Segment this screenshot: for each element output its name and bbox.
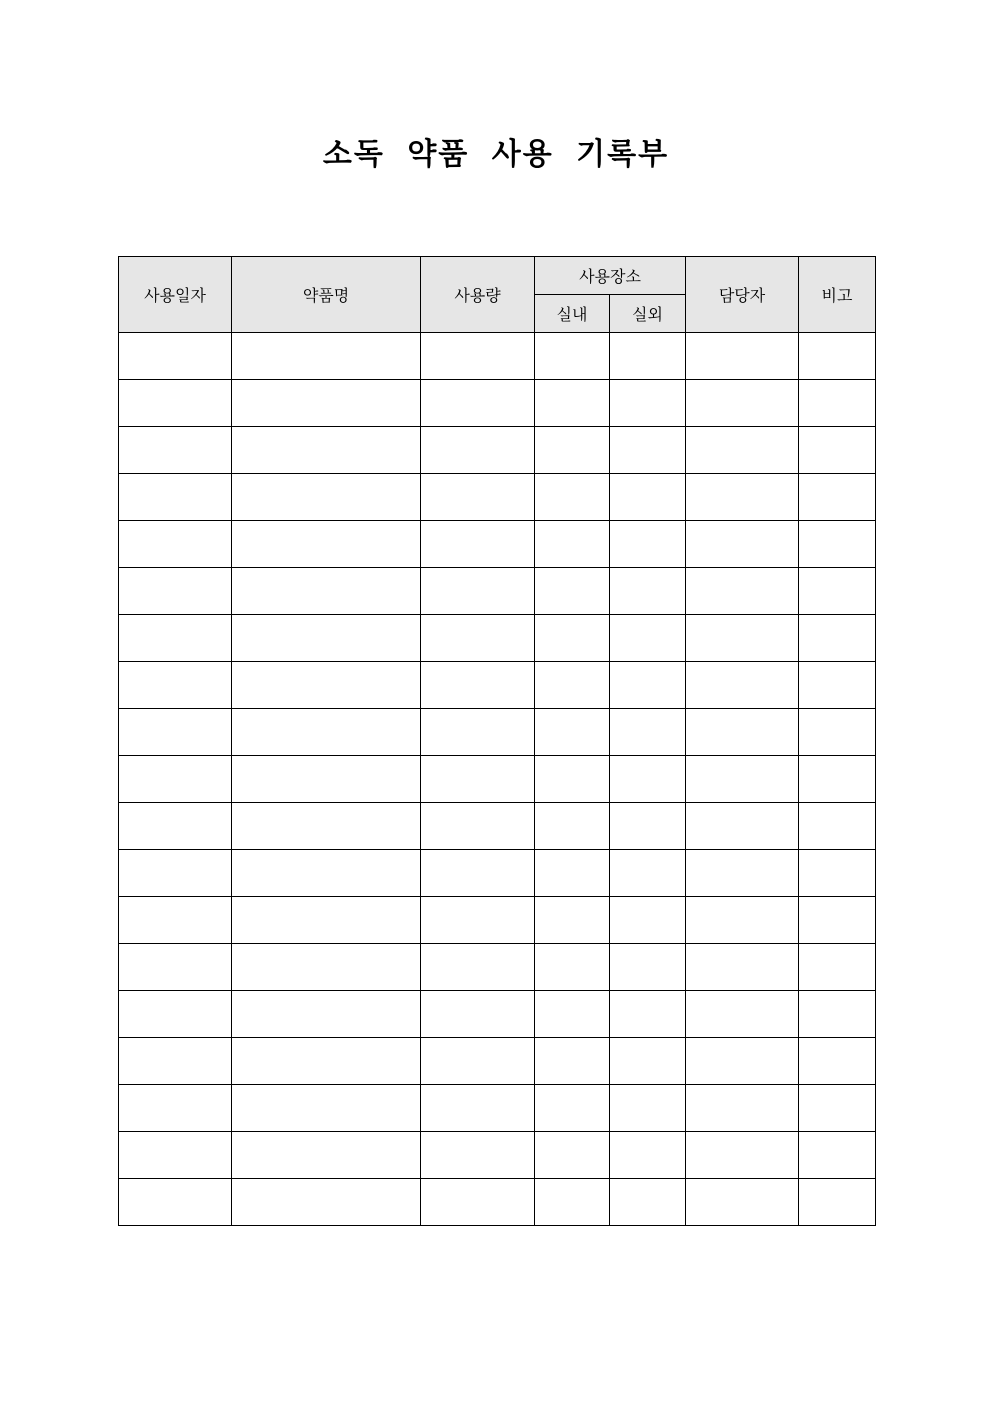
cell-note[interactable] <box>799 897 876 944</box>
table-row <box>119 474 876 521</box>
cell-outdoor[interactable] <box>610 1085 686 1132</box>
cell-drug-name[interactable] <box>232 850 421 897</box>
cell-amount[interactable] <box>421 944 535 991</box>
table-row <box>119 333 876 380</box>
cell-manager[interactable] <box>686 803 799 850</box>
cell-amount[interactable] <box>421 1085 535 1132</box>
cell-drug-name[interactable] <box>232 897 421 944</box>
cell-manager[interactable] <box>686 897 799 944</box>
cell-note[interactable] <box>799 333 876 380</box>
cell-manager[interactable] <box>686 1038 799 1085</box>
cell-note[interactable] <box>799 850 876 897</box>
cell-amount[interactable] <box>421 380 535 427</box>
disinfectant-log-table <box>118 256 876 1226</box>
cell-amount[interactable] <box>421 521 535 568</box>
cell-outdoor[interactable] <box>610 803 686 850</box>
cell-indoor[interactable] <box>535 380 610 427</box>
cell-date[interactable] <box>119 1132 232 1179</box>
cell-manager[interactable] <box>686 709 799 756</box>
cell-outdoor[interactable] <box>610 568 686 615</box>
cell-outdoor[interactable] <box>610 427 686 474</box>
cell-note[interactable] <box>799 1179 876 1226</box>
cell-outdoor[interactable] <box>610 1179 686 1226</box>
cell-date[interactable] <box>119 1085 232 1132</box>
table-row <box>119 803 876 850</box>
cell-indoor[interactable] <box>535 803 610 850</box>
cell-drug-name[interactable] <box>232 568 421 615</box>
cell-amount[interactable] <box>421 662 535 709</box>
cell-note[interactable] <box>799 803 876 850</box>
cell-date[interactable] <box>119 474 232 521</box>
cell-drug-name[interactable] <box>232 380 421 427</box>
table-row <box>119 1179 876 1226</box>
cell-note[interactable] <box>799 709 876 756</box>
cell-note[interactable] <box>799 1132 876 1179</box>
cell-outdoor[interactable] <box>610 333 686 380</box>
cell-outdoor[interactable] <box>610 991 686 1038</box>
cell-manager[interactable] <box>686 568 799 615</box>
cell-amount[interactable] <box>421 1179 535 1226</box>
document-title: 소독 약품 사용 기록부 <box>322 137 670 172</box>
cell-manager[interactable] <box>686 474 799 521</box>
cell-amount[interactable] <box>421 1038 535 1085</box>
cell-date[interactable] <box>119 944 232 991</box>
header-manager: 담당자 <box>686 257 799 333</box>
cell-manager[interactable] <box>686 850 799 897</box>
cell-amount[interactable] <box>421 803 535 850</box>
cell-note[interactable] <box>799 756 876 803</box>
cell-manager[interactable] <box>686 944 799 991</box>
header-indoor: 실내 <box>535 295 610 333</box>
cell-date[interactable] <box>119 380 232 427</box>
cell-note[interactable] <box>799 380 876 427</box>
cell-date[interactable] <box>119 1179 232 1226</box>
cell-outdoor[interactable] <box>610 1132 686 1179</box>
cell-date[interactable] <box>119 991 232 1038</box>
cell-outdoor[interactable] <box>610 709 686 756</box>
cell-manager[interactable] <box>686 662 799 709</box>
cell-indoor[interactable] <box>535 662 610 709</box>
cell-amount[interactable] <box>421 333 535 380</box>
cell-drug-name[interactable] <box>232 474 421 521</box>
cell-amount[interactable] <box>421 1132 535 1179</box>
cell-date[interactable] <box>119 427 232 474</box>
cell-manager[interactable] <box>686 756 799 803</box>
cell-amount[interactable] <box>421 615 535 662</box>
cell-drug-name[interactable] <box>232 521 421 568</box>
table-body <box>119 333 876 1226</box>
table-row <box>119 944 876 991</box>
cell-amount[interactable] <box>421 756 535 803</box>
header-note: 비고 <box>799 257 876 333</box>
cell-date[interactable] <box>119 568 232 615</box>
cell-outdoor[interactable] <box>610 521 686 568</box>
cell-amount[interactable] <box>421 897 535 944</box>
table-row <box>119 897 876 944</box>
cell-amount[interactable] <box>421 709 535 756</box>
cell-date[interactable] <box>119 662 232 709</box>
table-row <box>119 991 876 1038</box>
cell-drug-name[interactable] <box>232 1038 421 1085</box>
cell-indoor[interactable] <box>535 333 610 380</box>
cell-indoor[interactable] <box>535 615 610 662</box>
cell-date[interactable] <box>119 615 232 662</box>
table-row <box>119 380 876 427</box>
table-row <box>119 756 876 803</box>
cell-manager[interactable] <box>686 427 799 474</box>
header-date: 사용일자 <box>119 257 232 333</box>
cell-manager[interactable] <box>686 615 799 662</box>
table-row <box>119 1085 876 1132</box>
cell-manager[interactable] <box>686 1085 799 1132</box>
cell-drug-name[interactable] <box>232 1179 421 1226</box>
cell-manager[interactable] <box>686 991 799 1038</box>
cell-outdoor[interactable] <box>610 662 686 709</box>
cell-manager[interactable] <box>686 380 799 427</box>
cell-manager[interactable] <box>686 1132 799 1179</box>
cell-outdoor[interactable] <box>610 756 686 803</box>
cell-outdoor[interactable] <box>610 615 686 662</box>
table-header <box>119 257 876 333</box>
cell-date[interactable] <box>119 850 232 897</box>
cell-drug-name[interactable] <box>232 662 421 709</box>
cell-note[interactable] <box>799 1085 876 1132</box>
cell-drug-name[interactable] <box>232 427 421 474</box>
table-row <box>119 709 876 756</box>
cell-note[interactable] <box>799 521 876 568</box>
cell-date[interactable] <box>119 333 232 380</box>
cell-indoor[interactable] <box>535 944 610 991</box>
cell-drug-name[interactable] <box>232 756 421 803</box>
cell-outdoor[interactable] <box>610 1038 686 1085</box>
cell-indoor[interactable] <box>535 850 610 897</box>
cell-indoor[interactable] <box>535 1085 610 1132</box>
cell-drug-name[interactable] <box>232 803 421 850</box>
table-row <box>119 662 876 709</box>
table-row <box>119 427 876 474</box>
cell-indoor[interactable] <box>535 709 610 756</box>
cell-note[interactable] <box>799 568 876 615</box>
cell-date[interactable] <box>119 756 232 803</box>
cell-note[interactable] <box>799 944 876 991</box>
cell-amount[interactable] <box>421 427 535 474</box>
cell-amount[interactable] <box>421 850 535 897</box>
cell-date[interactable] <box>119 521 232 568</box>
header-amount: 사용량 <box>421 257 535 333</box>
header-place: 사용장소 <box>535 257 686 295</box>
cell-indoor[interactable] <box>535 1038 610 1085</box>
cell-indoor[interactable] <box>535 991 610 1038</box>
cell-drug-name[interactable] <box>232 333 421 380</box>
cell-outdoor[interactable] <box>610 380 686 427</box>
cell-outdoor[interactable] <box>610 474 686 521</box>
cell-note[interactable] <box>799 474 876 521</box>
cell-manager[interactable] <box>686 521 799 568</box>
cell-amount[interactable] <box>421 474 535 521</box>
cell-indoor[interactable] <box>535 1132 610 1179</box>
cell-note[interactable] <box>799 427 876 474</box>
cell-amount[interactable] <box>421 991 535 1038</box>
cell-drug-name[interactable] <box>232 991 421 1038</box>
cell-manager[interactable] <box>686 333 799 380</box>
cell-drug-name[interactable] <box>232 1085 421 1132</box>
cell-drug-name[interactable] <box>232 944 421 991</box>
table-row <box>119 615 876 662</box>
cell-outdoor[interactable] <box>610 850 686 897</box>
cell-outdoor[interactable] <box>610 944 686 991</box>
cell-date[interactable] <box>119 897 232 944</box>
cell-indoor[interactable] <box>535 521 610 568</box>
cell-indoor[interactable] <box>535 756 610 803</box>
table-row <box>119 521 876 568</box>
header-outdoor: 실외 <box>610 295 686 333</box>
cell-manager[interactable] <box>686 1179 799 1226</box>
cell-note[interactable] <box>799 991 876 1038</box>
cell-outdoor[interactable] <box>610 897 686 944</box>
cell-note[interactable] <box>799 662 876 709</box>
cell-note[interactable] <box>799 1038 876 1085</box>
table-row <box>119 1132 876 1179</box>
cell-date[interactable] <box>119 709 232 756</box>
cell-drug-name[interactable] <box>232 1132 421 1179</box>
cell-drug-name[interactable] <box>232 709 421 756</box>
cell-note[interactable] <box>799 615 876 662</box>
cell-drug-name[interactable] <box>232 615 421 662</box>
header-drug-name: 약품명 <box>232 257 421 333</box>
cell-amount[interactable] <box>421 568 535 615</box>
cell-indoor[interactable] <box>535 1179 610 1226</box>
cell-indoor[interactable] <box>535 568 610 615</box>
cell-indoor[interactable] <box>535 427 610 474</box>
table-row <box>119 1038 876 1085</box>
cell-date[interactable] <box>119 803 232 850</box>
cell-date[interactable] <box>119 1038 232 1085</box>
table-row <box>119 568 876 615</box>
cell-indoor[interactable] <box>535 474 610 521</box>
table-row <box>119 850 876 897</box>
cell-indoor[interactable] <box>535 897 610 944</box>
